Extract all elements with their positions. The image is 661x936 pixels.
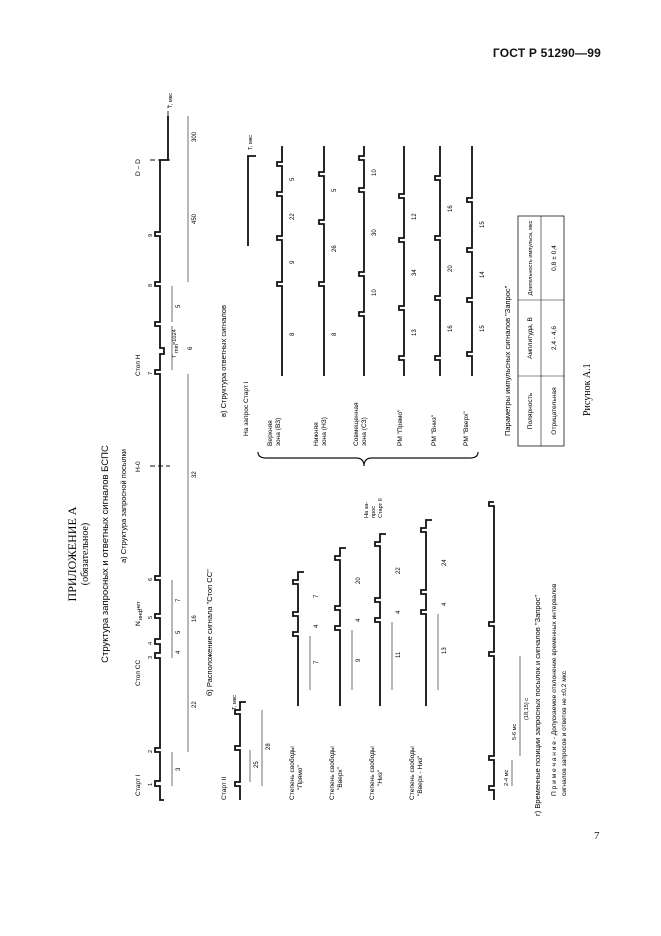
svg-text:14: 14 [480,271,486,278]
svg-text:На за-: На за- [364,501,370,518]
td-duration: 0,8 ± 0,4 [551,245,558,271]
label-t-ms-v: Т, мкс [248,134,254,150]
section-a-dimensions [172,116,198,786]
dim-25: 25 [254,761,260,768]
section-a-labels [135,93,180,796]
b-row3-label1: Степень свободы [369,746,376,800]
dim-5: 5 [176,630,182,634]
g-dim3: (18,15) с [524,697,530,720]
b-row4-dim2: 4 [442,602,448,606]
b-row3-dim2: 4 [396,610,402,614]
b-query-label [364,498,384,518]
v-query-signal [248,156,256,246]
page-number: 7 [594,830,600,842]
v-row2-label2: зона (НЗ) [321,417,328,446]
svg-text:5: 5 [332,188,338,192]
b-row4-dim1: 13 [442,647,448,654]
label-tmin: Т [172,354,178,358]
svg-text:12: 12 [412,213,418,220]
svg-text:9: 9 [290,260,296,264]
svg-text:8: 8 [332,332,338,336]
svg-text:34: 34 [412,269,418,276]
dim-16: 16 [192,615,198,622]
th-amplitude: Амплитуда, В [527,317,534,359]
b-row2-label1: Степень свободы [329,746,336,800]
svg-text:10: 10 [372,289,378,296]
pulse-no-1: 1 [148,782,154,786]
svg-text:16: 16 [448,325,454,332]
b-row4-label2: "Вверх - Низ" [417,755,424,796]
td-amplitude: 2,4 - 4,6 [551,325,558,351]
label-tmin-val: =1024 [172,329,178,345]
appendix-title: ПРИЛОЖЕНИЕ А [65,506,79,602]
b-row2-dim2: 4 [356,618,362,622]
td-polarity: Отрицательная [551,387,558,435]
label-start2: Старт II [221,776,228,800]
b-row2-label2: "Вверх" [337,766,344,790]
v-row3-label1: Совмещенная [353,402,360,446]
svg-text:22: 22 [290,213,296,220]
dim-450: 450 [192,213,198,224]
dim-32: 32 [192,471,198,478]
section-v-rows [267,146,486,446]
v-row4-label: РМ "Прямо" [397,409,404,446]
label-ninf-sub: инф [138,609,144,620]
section-b-title: б) Расположение сигнала "Стоп СС" [205,569,214,696]
b-row3-dim3: 22 [396,567,402,574]
label-stop-n: Стоп Н [135,354,142,376]
b-row3-label2: "Низ" [377,769,384,786]
svg-text:13: 13 [412,329,418,336]
section-b-rows [288,520,448,800]
dim-300: 300 [192,131,198,142]
note-line2: сигналов запросов и ответов не ±0,2 мкс [561,670,568,796]
section-g-signal [489,502,494,800]
dim-7: 7 [176,598,182,602]
b-row4-label1: Степень свободы [409,746,416,800]
label-t-ms-a: Т, мкс [168,92,174,108]
v-query-label: На запрос Старт I [243,381,250,436]
label-ninf-sup: нет [136,601,142,610]
b-row1-dim1: 7 [314,660,320,664]
svg-text:прос: прос [371,505,377,518]
section-v-title: в) Структура ответных сигналов [219,305,228,417]
table-caption: Параметры импульсных сигналов "Запрос" [503,285,512,436]
b-row1-dim3: 7 [314,594,320,598]
dim-22: 22 [192,701,198,708]
b-row3-dim1: 11 [396,651,402,658]
b-row1-label2: "Прямо" [297,765,304,790]
dim-5b: 5 [176,304,182,308]
pulse-no-4: 4 [148,641,154,645]
appendix-subtitle: (обязательное) [80,522,91,586]
b-row1-label1: Степень свободы [289,746,296,800]
svg-text:8: 8 [290,332,296,336]
v-row1-label2: зона (ВЗ) [275,417,282,446]
svg-text:10: 10 [372,169,378,176]
v-row6-label: РМ "Вверх" [463,411,470,446]
label-d: D – D [135,159,142,176]
section-a-signal [155,116,168,800]
label-h0: Н-0 [135,461,142,472]
th-duration: Длительность импульса, мкс [528,220,534,296]
b-row2-dim3: 20 [356,577,362,584]
svg-text:15: 15 [480,325,486,332]
svg-text:30: 30 [372,229,378,236]
b-row2-dim1: 9 [356,658,362,662]
th-polarity: Полярность [527,392,534,430]
b-row1-dim2: 4 [314,624,320,628]
svg-text:20: 20 [448,265,454,272]
svg-text:5: 5 [290,177,296,181]
section-a-title: а) Структура запросной посылки [119,449,128,563]
dim-3: 3 [176,767,182,771]
v-row5-label: РМ "Вниз" [431,414,438,446]
dim-28: 28 [266,743,272,750]
label-tmin-sub: min [174,343,180,353]
pulse-no-7: 7 [148,371,154,375]
v-row1-label1: Верхняя [267,420,274,446]
g-dim1: 2-4 мс [504,769,510,786]
b-row4-dim3: 24 [442,559,448,566]
pulse-no-6: 6 [148,577,154,581]
pulse-no-3: 3 [148,655,154,659]
start2-signal [235,702,246,800]
svg-text:16: 16 [448,205,454,212]
parameters-table [518,216,564,446]
appendix-main-title: Структура запросных и ответных сигналов БСПС [100,445,111,663]
svg-text:15: 15 [480,221,486,228]
note-line1: П р и м е ч а н и е - Допускаемое отклонение временных интервалов [551,583,558,796]
svg-text:Старт II: Старт II [378,498,384,518]
pulse-no-9: 9 [148,233,154,237]
section-a-pulse-numbers [148,234,154,786]
label-start1: Старт I [135,774,142,796]
label-t-ms-b: Т, мкс [232,694,238,710]
v-rows-brace [258,452,478,466]
dim-4: 4 [176,650,182,654]
label-ninf: N [135,621,142,626]
label-stop-cc: Стоп СС [135,659,142,686]
g-dim2: 5-6 мс [512,723,518,740]
pulse-no-8: 8 [148,283,154,287]
figure-caption: Рисунок А.1 [582,363,593,416]
v-row2-label1: Нижняя [313,422,320,446]
standard-header: ГОСТ Р 51290—99 [492,46,601,60]
section-g-title: г) Временные позиции запросных посылок и сигналов "Запрос" [533,594,542,816]
dim-6: 6 [188,346,194,350]
svg-text:26: 26 [332,245,338,252]
v-row3-label2: зона (СЗ) [361,417,368,446]
pulse-no-5: 5 [148,615,154,619]
pulse-no-2: 2 [148,749,154,753]
